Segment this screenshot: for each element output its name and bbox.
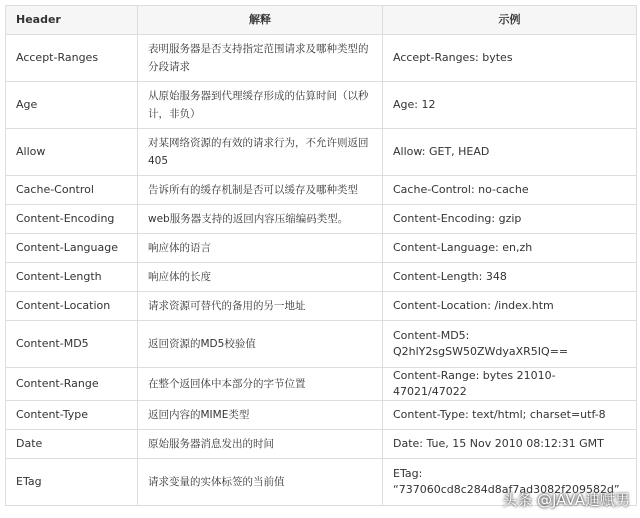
cell-example: Allow: GET, HEAD xyxy=(383,129,637,176)
table-body xyxy=(6,35,637,506)
cell-example: Date: Tue, 15 Nov 2010 08:12:31 GMT xyxy=(383,430,637,459)
table-header-row xyxy=(6,6,637,35)
column-header-example: 示例 xyxy=(383,6,637,35)
column-header-description: 解释 xyxy=(138,6,383,35)
cell-header: Date xyxy=(6,430,138,459)
cell-example: Content-Language: en,zh xyxy=(383,234,637,263)
cell-header: Cache-Control xyxy=(6,176,138,205)
cell-description: 响应体的语言 xyxy=(138,234,383,263)
cell-header: Age xyxy=(6,82,138,129)
table-row xyxy=(6,176,637,205)
table-row xyxy=(6,292,637,321)
table-row xyxy=(6,129,637,176)
cell-example: Age: 12 xyxy=(383,82,637,129)
cell-header: Allow xyxy=(6,129,138,176)
cell-description: 告诉所有的缓存机制是否可以缓存及哪种类型 xyxy=(138,176,383,205)
cell-example: Content-Length: 348 xyxy=(383,263,637,292)
cell-header: Content-Encoding xyxy=(6,205,138,234)
table-row xyxy=(6,234,637,263)
cell-description: web服务器支持的返回内容压缩编码类型。 xyxy=(138,205,383,234)
watermark: 头条 @JAVA迪赋男 xyxy=(502,491,630,509)
table-row xyxy=(6,82,637,129)
cell-example: Content-Location: /index.htm xyxy=(383,292,637,321)
cell-description: 返回资源的MD5校验值 xyxy=(138,321,383,368)
cell-description: 响应体的长度 xyxy=(138,263,383,292)
table-row xyxy=(6,430,637,459)
cell-header: Content-Range xyxy=(6,368,138,401)
table-row xyxy=(6,35,637,82)
cell-header: Content-Language xyxy=(6,234,138,263)
column-header-header: Header xyxy=(6,6,138,35)
http-headers-table xyxy=(5,5,637,506)
cell-header: Accept-Ranges xyxy=(6,35,138,82)
cell-header: Content-Location xyxy=(6,292,138,321)
cell-description: 表明服务器是否支持指定范围请求及哪种类型的分段请求 xyxy=(138,35,383,82)
cell-example: Cache-Control: no-cache xyxy=(383,176,637,205)
cell-example: ETag: “737060cd8c284d8af7ad3082f209582d” xyxy=(383,459,637,506)
table-row xyxy=(6,368,637,401)
cell-header: Content-Type xyxy=(6,401,138,430)
table-row xyxy=(6,263,637,292)
cell-example: Content-MD5: Q2hlY2sgSW50ZWdyaXR5IQ== xyxy=(383,321,637,368)
cell-header: Content-MD5 xyxy=(6,321,138,368)
cell-example: Content-Range: bytes 21010-47021/47022 xyxy=(383,368,637,401)
cell-header: ETag xyxy=(6,459,138,506)
cell-description: 请求资源可替代的备用的另一地址 xyxy=(138,292,383,321)
table-row xyxy=(6,321,637,368)
cell-description: 在整个返回体中本部分的字节位置 xyxy=(138,368,383,401)
cell-description: 原始服务器消息发出的时间 xyxy=(138,430,383,459)
cell-example: Content-Type: text/html; charset=utf-8 xyxy=(383,401,637,430)
cell-header: Content-Length xyxy=(6,263,138,292)
table-row xyxy=(6,205,637,234)
cell-description: 请求变量的实体标签的当前值 xyxy=(138,459,383,506)
cell-description: 返回内容的MIME类型 xyxy=(138,401,383,430)
table-row xyxy=(6,401,637,430)
cell-example: Accept-Ranges: bytes xyxy=(383,35,637,82)
cell-description: 从原始服务器到代理缓存形成的估算时间（以秒计，非负） xyxy=(138,82,383,129)
cell-example: Content-Encoding: gzip xyxy=(383,205,637,234)
cell-description: 对某网络资源的有效的请求行为，不允许则返回405 xyxy=(138,129,383,176)
